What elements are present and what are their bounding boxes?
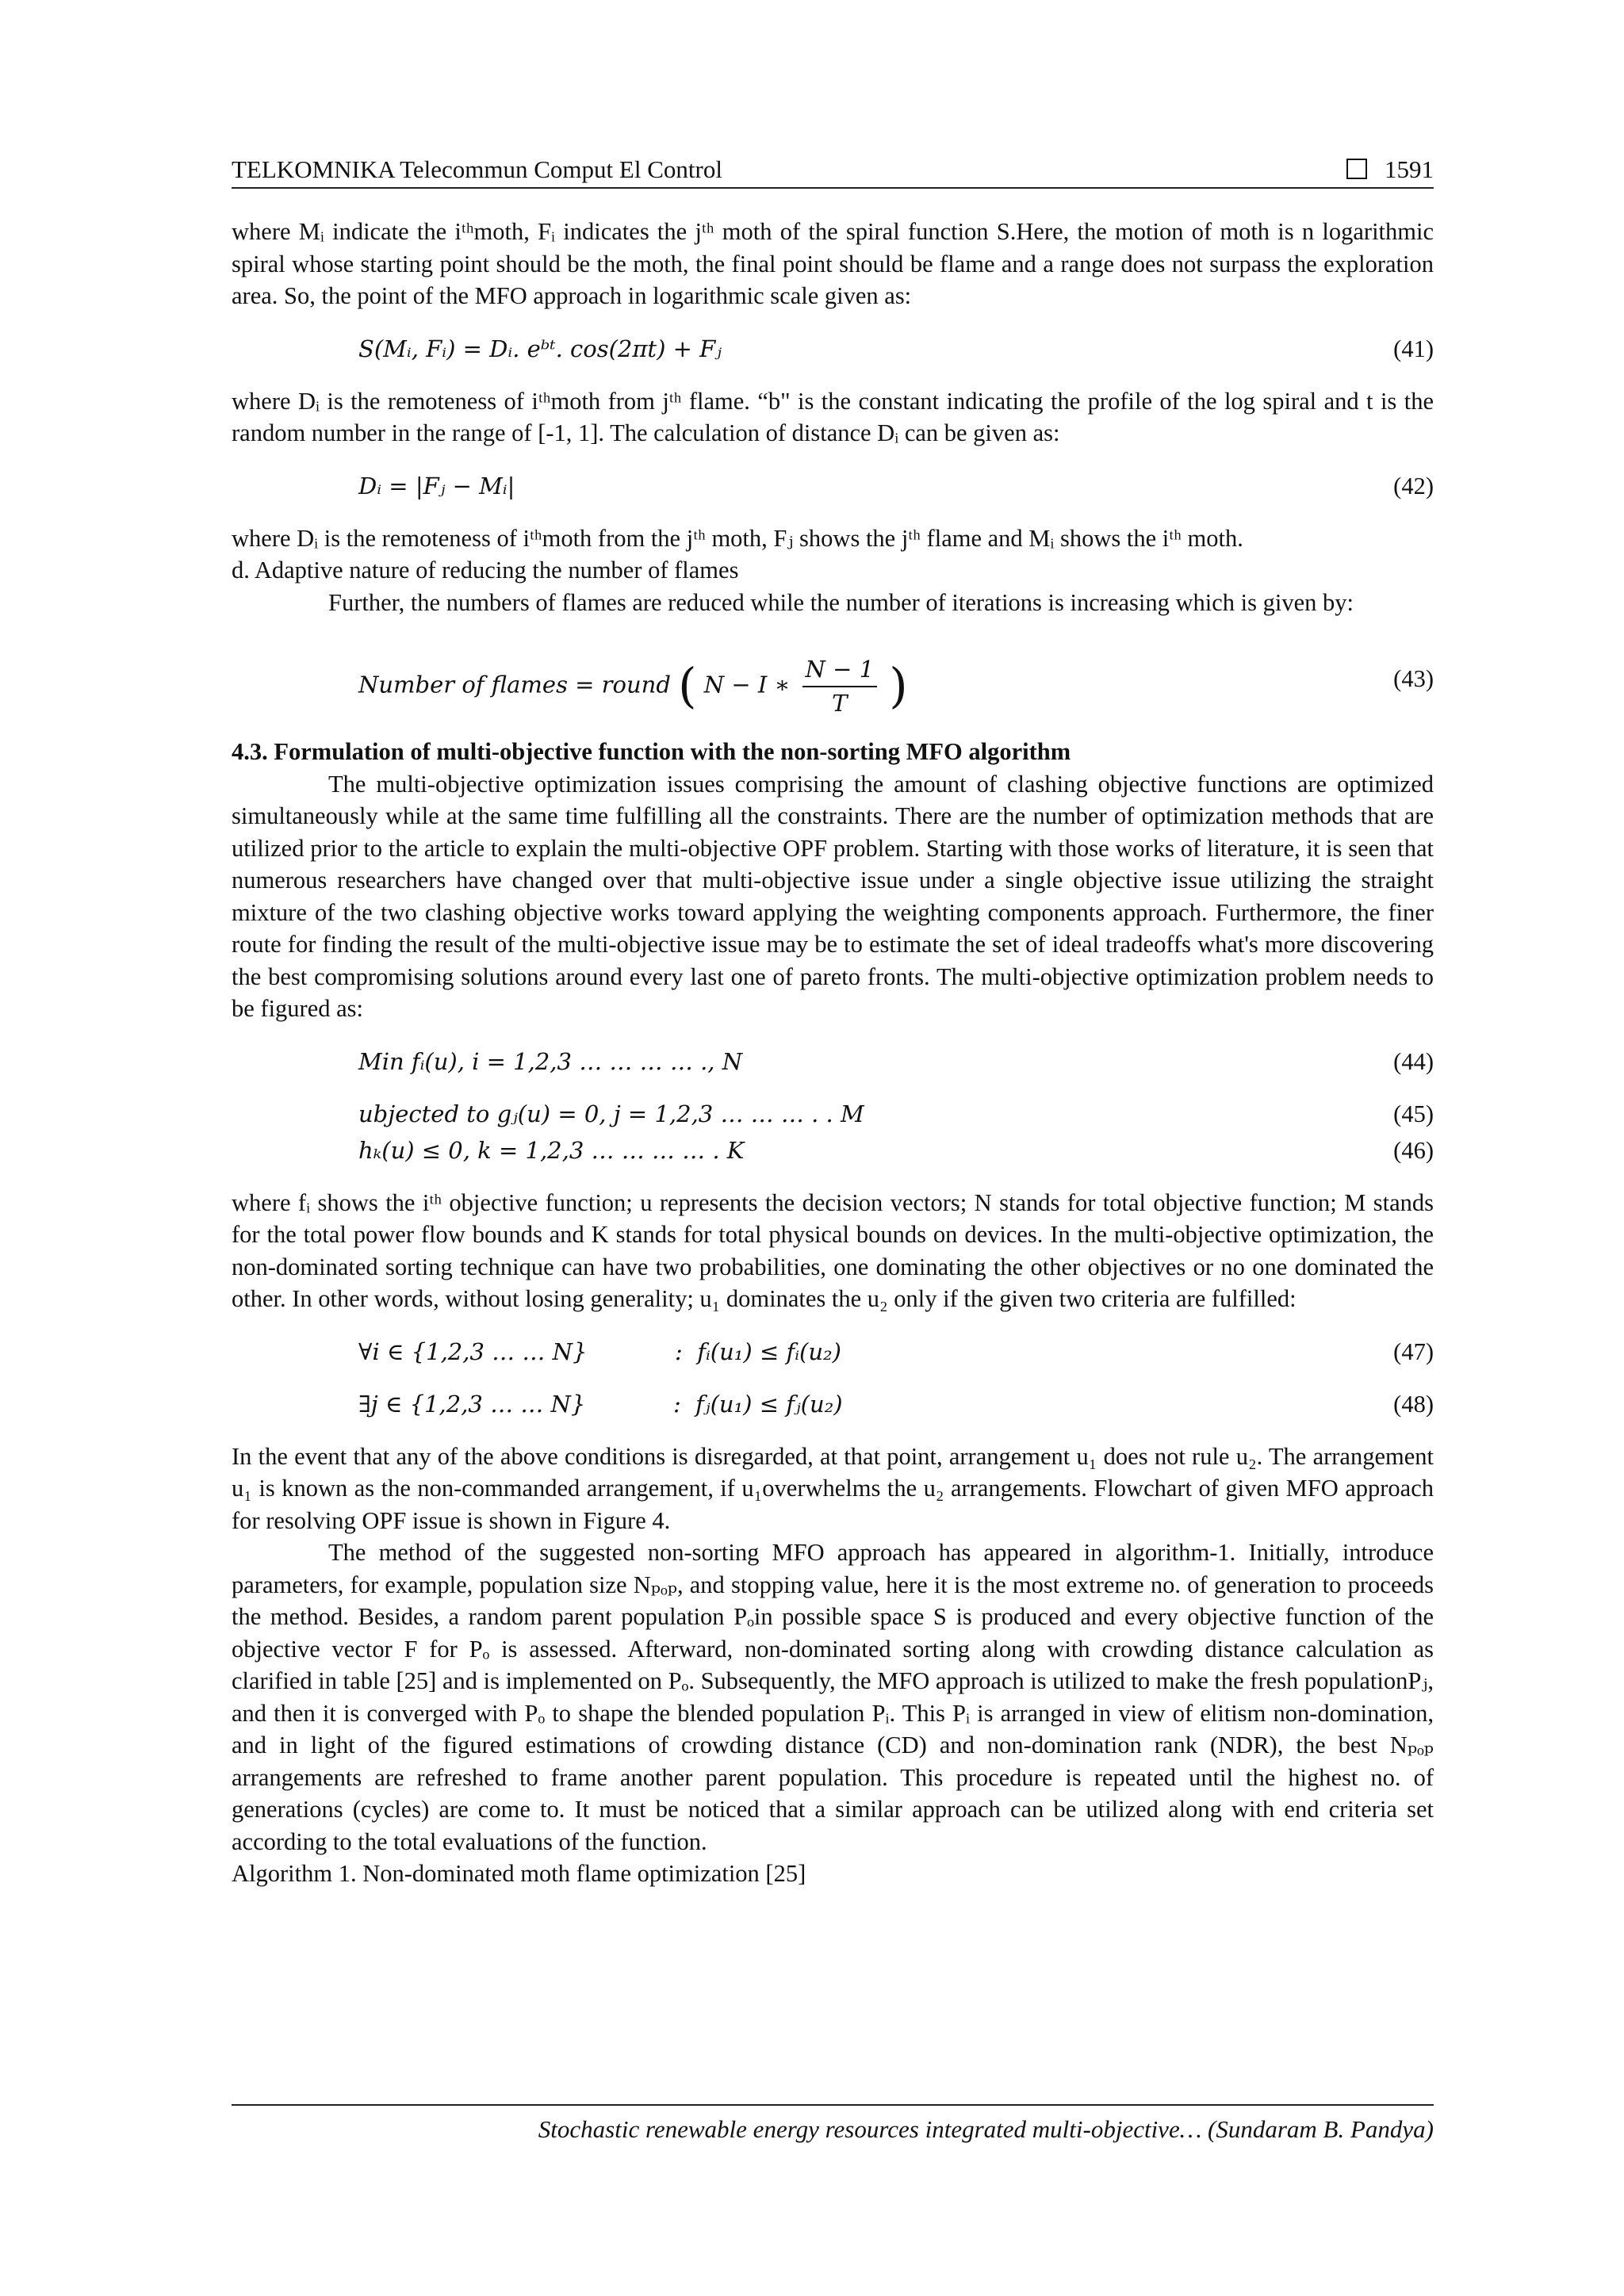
equation-43-denominator: T [832,689,848,717]
equation-48 [232,1388,1434,1420]
equation-42 [232,470,1434,502]
list-item-d: d. Adaptive nature of reducing the number of flames [232,557,739,584]
page-number-block [1346,155,1434,184]
paragraph-7: In the event that any of the above conditions is disregarded, at that point, arrangement u₁ does not rule u₂. The arrangement u₁ is known as the non-commanded arrangement, if u₁overwhelms the u₂ arrangements. Flowchart of given MFO approach for resolving OPF issue is shown in Figure 4. [232,1442,1434,1534]
paragraph-4: Further, the numbers of flames are reduced while the number of iterations is increasing which is given by: [328,588,1354,616]
equation-42-number: (42) [1393,472,1434,499]
running-header [232,152,1434,189]
paragraph-5: The multi-objective optimization issues comprising the amount of clashing objective functions are optimized simultaneously while at the same time fulfilling all the constraints. There are the number of optimization methods that are utilized prior to the article to explain the multi-objective OPF problem. Starting with those works of literature, it is seen that numerous researchers have changed over that multi-objective issue under a single objective issue utilizing the straight mixture of the two clashing objective works toward applying the weighting components approach. Furthermore, the finer route for finding the result of the multi-objective issue may be to estimate the set of ideal tradeoffs what's more discovering the best compromising solutions around every last one of pareto fronts. The multi-objective optimization problem needs to be figured as: [232,770,1434,1022]
equation-43-number: (43) [1393,665,1434,692]
page-body [232,216,1434,1890]
equation-48-number: (48) [1393,1390,1434,1418]
equation-43-numerator: N − 1 [802,653,878,687]
equation-43-fraction [802,653,878,719]
equation-46 [232,1135,1434,1166]
equation-47-formula: ∀i ∈ {1,2,3 … … N} : fᵢ(u₁) ≤ fᵢ(u₂) [358,1337,841,1365]
equation-45-number: (45) [1393,1100,1434,1127]
equation-43-inner: N − I ∗ [703,671,791,698]
equation-43-lhs: Number of flames = round [358,671,671,698]
equation-46-number: (46) [1393,1136,1434,1164]
equation-43 [232,639,1434,715]
equation-44 [232,1046,1434,1077]
square-icon [1346,159,1367,179]
equation-41-formula: S(Mᵢ, Fᵢ) = Dᵢ. eᵇᵗ. cos(2πt) + Fⱼ [358,335,722,362]
equation-45-formula: ubjected to gⱼ(u) = 0, j = 1,2,3 … … … . . M [358,1100,864,1127]
equation-41-number: (41) [1393,335,1434,362]
equation-47-number: (47) [1393,1337,1434,1365]
footer-text: Stochastic renewable energy resources integrated multi-objective… (Sundaram B. Pandya) [538,2115,1434,2143]
paragraph-2: where Dᵢ is the remoteness of iᵗʰmoth from jᵗʰ flame. “b" is the constant indicating the profile of the log spiral and t is the random number in the range of [-1, 1]. The calculation of distance Dᵢ can be given as: [232,387,1434,446]
equation-44-number: (44) [1393,1047,1434,1075]
equation-45 [232,1098,1434,1130]
paragraph-8: The method of the suggested non-sorting MFO approach has appeared in algorithm-1. Initially, introduce parameters, for example, population size Nₚₒₚ, and stopping value, here it is the most extreme no. of generation to proceeds the method. Besides, a random parent population Pₒin possible space S is produced and every objective function of the objective vector F for Pₒ is assessed. Afterward, non-dominated sorting along with crowding distance calculation as clarified in table [25] and is implemented on Pₒ. Subsequently, the MFO approach is utilized to make the fresh populationPⱼ, and then it is converged with Pₒ to shape the blended population Pᵢ. This Pᵢ is arranged in view of elitism non-domination, and in light of the figured estimations of crowding distance (CD) and non-domination rank (NDR), the best Nₚₒₚ arrangements are refreshed to frame another parent population. This procedure is repeated until the highest no. of generations (cycles) are come to. It must be noticed that a similar approach can be utilized along with end criteria set according to the total evaluations of the function. [232,1539,1434,1855]
equation-46-formula: hₖ(u) ≤ 0, k = 1,2,3 … … … … . K [358,1136,745,1164]
equation-41 [232,333,1434,365]
paragraph-1: where Mᵢ indicate the iᵗʰmoth, Fᵢ indicates the jᵗʰ moth of the spiral function S.Here, the motion of moth is n logarithmic spiral whose starting point should be the moth, the final point should be flame and a range does not surpass the exploration area. So, the point of the MFO approach in logarithmic scale given as: [232,218,1434,309]
left-paren: ( [678,658,697,714]
running-footer [232,2104,1434,2143]
equation-42-formula: Dᵢ = |Fⱼ − Mᵢ| [358,472,515,499]
journal-title: TELKOMNIKA Telecommun Comput El Control [232,155,722,183]
algorithm-caption: Algorithm 1. Non-dominated moth flame optimization [25] [232,1860,806,1887]
equation-44-formula: Min fᵢ(u), i = 1,2,3 … … … … ., N [358,1047,743,1075]
right-paren: ) [889,658,908,714]
paragraph-3: where Dᵢ is the remoteness of iᵗʰmoth from the jᵗʰ moth, Fⱼ shows the jᵗʰ flame and Mᵢ shows the iᵗʰ moth. [232,524,1243,552]
section-heading: 4.3. Formulation of multi-objective function with the non-sorting MFO algorithm [232,738,1071,765]
paragraph-6: where fᵢ shows the iᵗʰ objective function; u represents the decision vectors; N stands for total objective function; M stands for the total power flow bounds and K stands for total physical bounds on devices. In the multi-objective optimization, the non-dominated sorting technique can have two probabilities, one dominating the other objectives or no one dominated the other. In other words, without losing generality; u₁ dominates the u₂ only if the given two criteria are fulfilled: [232,1188,1434,1312]
equation-43-formula [358,653,908,719]
page-number: 1591 [1385,155,1434,183]
equation-48-formula: ∃j ∈ {1,2,3 … … N} : fⱼ(u₁) ≤ fⱼ(u₂) [358,1390,843,1418]
equation-47 [232,1336,1434,1368]
